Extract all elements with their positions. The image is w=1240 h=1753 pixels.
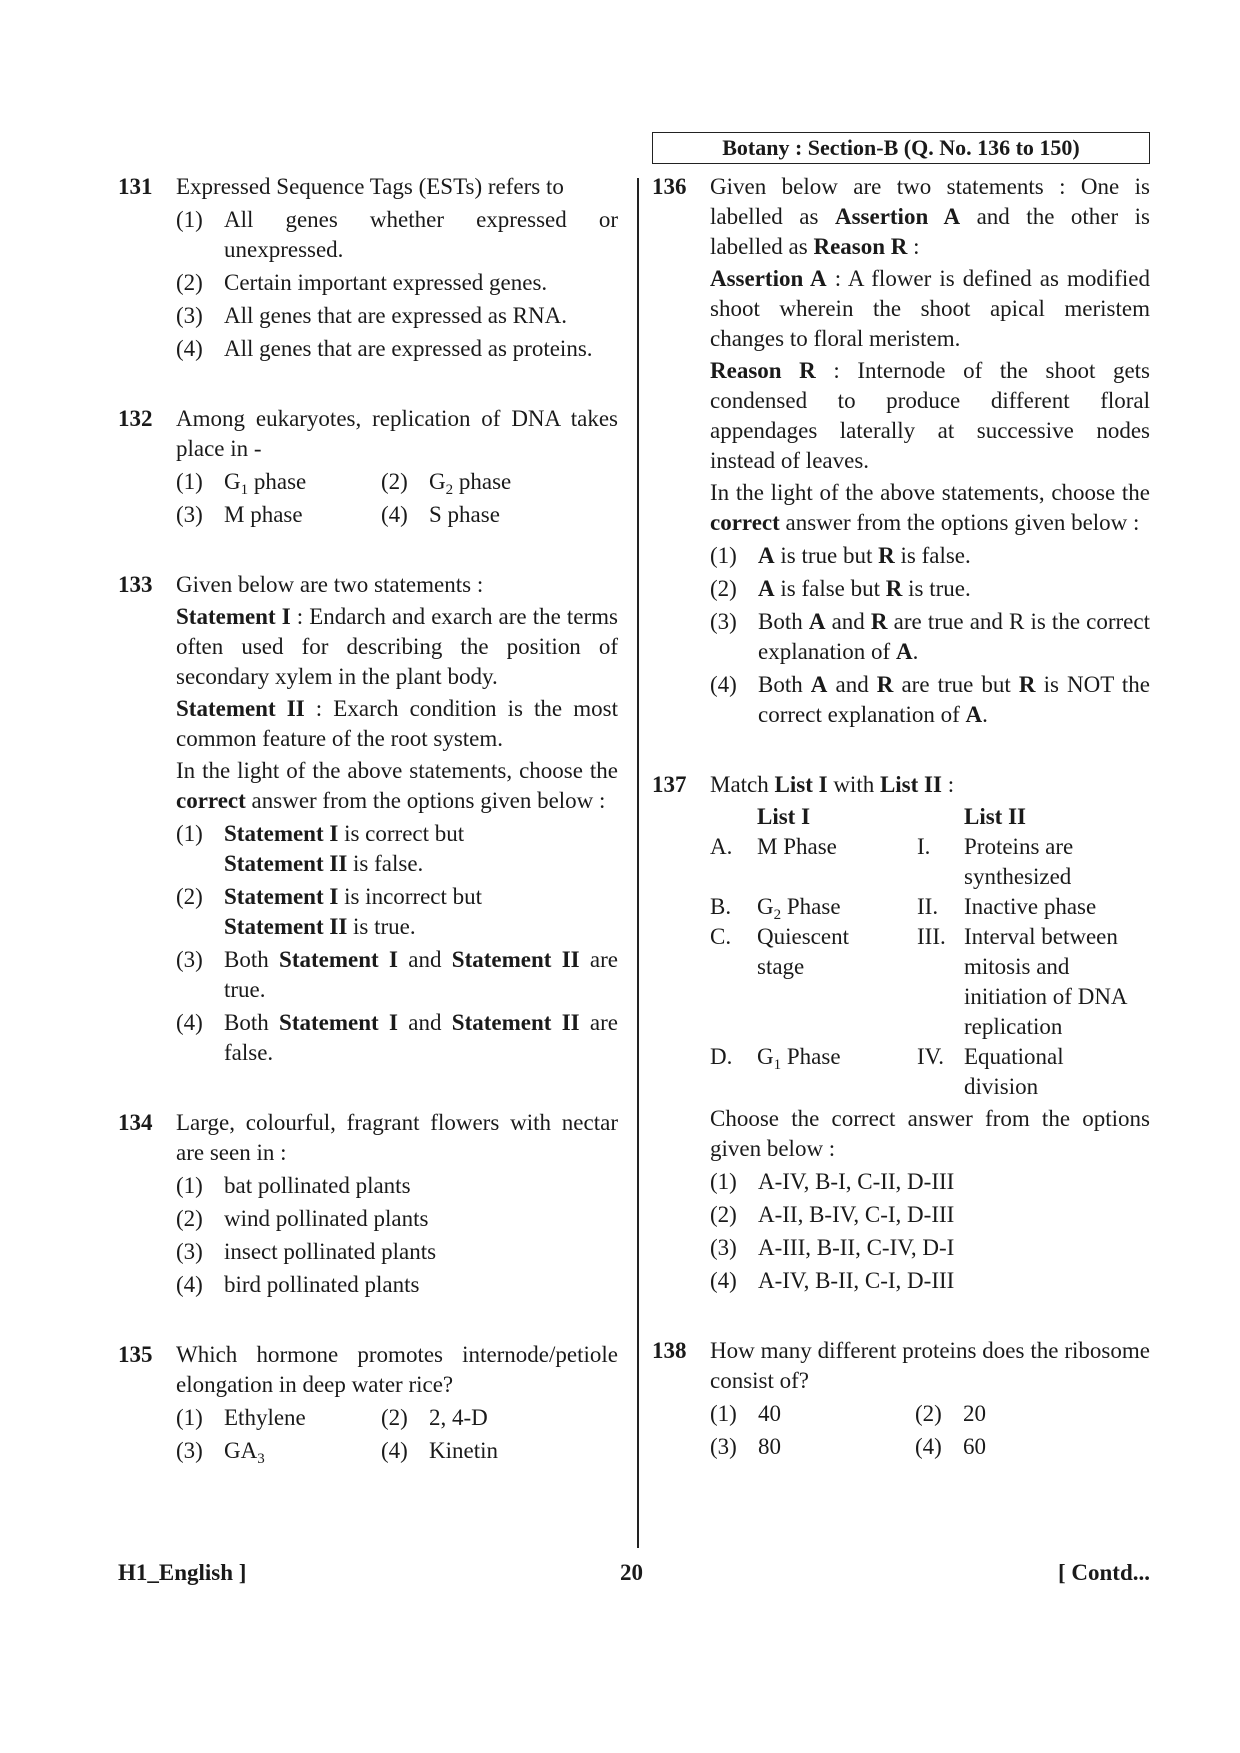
option-text: Both Statement I and Statement II are false. <box>224 1010 619 1065</box>
page-number: 20 <box>620 1560 643 1585</box>
option-number: (3) <box>710 1235 737 1260</box>
question-stem: Given below are two statements : One is labelled as Assertion A and the other is labelled as Reason R : <box>710 174 1150 259</box>
option-text: Both Statement I and Statement II are true. <box>224 947 619 1002</box>
row-letter: D. <box>710 1044 733 1069</box>
option-text: 80 <box>758 1434 781 1459</box>
list-2-heading: List II <box>964 804 1026 829</box>
option-number: (4) <box>176 336 203 361</box>
booklet-code: H1_English ] <box>118 1560 247 1585</box>
option-1 <box>710 541 1150 571</box>
option-number: (3) <box>710 609 737 634</box>
option-number: (2) <box>176 270 203 295</box>
question-stem: Among eukaryotes, replication of DNA takes place in - <box>176 406 618 461</box>
option-2 <box>915 1399 1150 1429</box>
question-stem: How many different proteins does the ribosome consist of? <box>710 1338 1150 1393</box>
option-number: (2) <box>176 1206 203 1231</box>
reason: Reason R : Internode of the shoot gets condensed to produce different floral appendages laterally at successive nodes instead of leaves. <box>710 358 1150 473</box>
option-number: (2) <box>915 1401 942 1426</box>
option-text: Statement I is incorrect but Statement II is true. <box>224 884 483 939</box>
option-4 <box>710 670 1150 730</box>
question-number: 137 <box>652 772 687 797</box>
option-number: (3) <box>176 303 203 328</box>
option-number: (4) <box>915 1434 942 1459</box>
option-text: A-II, B-IV, C-I, D-III <box>758 1202 955 1227</box>
question-131 <box>118 172 618 364</box>
option-3 <box>176 500 381 530</box>
option-3 <box>710 607 1150 667</box>
option-number: (1) <box>176 821 203 846</box>
option-1 <box>710 1399 915 1429</box>
list-2-item: Inactive phase <box>964 894 1097 919</box>
list-2-item: Equational division <box>964 1044 1064 1099</box>
option-number: (3) <box>176 502 203 527</box>
option-text: $GA_3$ <box>224 1438 265 1467</box>
question-number: 136 <box>652 174 687 199</box>
option-text: 60 <box>963 1434 986 1459</box>
question-133 <box>118 570 618 1068</box>
option-2 <box>710 574 1150 604</box>
option-1 <box>176 819 618 879</box>
option-number: (2) <box>710 1202 737 1227</box>
question-stem: Expressed Sequence Tags (ESTs) refers to <box>176 174 564 199</box>
list-1-item: M Phase <box>757 834 837 859</box>
option-number: (4) <box>381 502 408 527</box>
assertion: Assertion A : A flower is defined as modified shoot wherein the shoot apical meristem changes to floral meristem. <box>710 266 1150 351</box>
continued-marker: [ Contd... <box>1057 1560 1150 1585</box>
option-1 <box>176 205 618 265</box>
option-3 <box>176 1436 381 1466</box>
option-number: (1) <box>176 469 203 494</box>
option-text: 2, 4-D <box>429 1405 488 1430</box>
question-136 <box>652 172 1150 730</box>
option-text: wind pollinated plants <box>224 1206 429 1231</box>
question-stem: Given below are two statements : <box>176 572 484 597</box>
question-stem: Match List I with List II : <box>710 772 955 797</box>
option-number: (4) <box>176 1010 203 1035</box>
question-134 <box>118 1108 618 1300</box>
option-2 <box>381 467 618 497</box>
option-text: S phase <box>429 502 500 527</box>
statement-2: Statement II : Exarch condition is the most common feature of the root system. <box>176 696 618 751</box>
option-text: M phase <box>224 502 303 527</box>
row-numeral: IV. <box>917 1044 945 1069</box>
question-number: 131 <box>118 174 153 199</box>
options-grid <box>176 1400 618 1466</box>
option-text: All genes that are expressed as RNA. <box>224 303 567 328</box>
option-number: (4) <box>176 1272 203 1297</box>
question-stem: Which hormone promotes internode/petiole elongation in deep water rice? <box>176 1342 618 1397</box>
option-2 <box>176 882 618 942</box>
question-number: 135 <box>118 1342 153 1367</box>
option-4 <box>176 334 618 364</box>
option-4 <box>381 1436 618 1466</box>
option-text: A-IV, B-II, C-I, D-III <box>758 1268 955 1293</box>
row-numeral: I. <box>917 834 931 859</box>
option-3 <box>176 1237 618 1267</box>
option-text: A is false but R is true. <box>758 576 971 601</box>
option-number: (1) <box>710 1401 737 1426</box>
question-138 <box>652 1336 1150 1462</box>
option-text: 20 <box>963 1401 986 1426</box>
option-1 <box>710 1167 1150 1197</box>
section-header: Botany : Section-B (Q. No. 136 to 150) <box>652 132 1150 164</box>
option-number: (4) <box>381 1438 408 1463</box>
list-1-item: $G_2$ Phase <box>757 894 841 923</box>
option-text: Certain important expressed genes. <box>224 270 548 295</box>
option-4 <box>176 1008 618 1068</box>
right-column <box>652 172 1150 1502</box>
option-text: bird pollinated plants <box>224 1272 420 1297</box>
option-number: (2) <box>381 1405 408 1430</box>
option-4 <box>710 1266 1150 1296</box>
column-divider <box>637 178 639 1548</box>
question-137 <box>652 770 1150 1296</box>
question-132 <box>118 404 618 530</box>
option-number: (2) <box>381 469 408 494</box>
list-1-item: Quiescent stage <box>757 924 849 979</box>
match-table <box>710 802 1150 1102</box>
option-1 <box>176 1171 618 1201</box>
option-number: (1) <box>176 207 203 232</box>
option-number: (3) <box>710 1434 737 1459</box>
question-number: 134 <box>118 1110 153 1135</box>
page-footer <box>118 1558 1150 1590</box>
option-1 <box>176 1403 381 1433</box>
option-text: All genes that are expressed as proteins. <box>224 336 593 361</box>
option-number: (3) <box>176 947 203 972</box>
option-text: Both A and R are true but R is NOT the correct explanation of A. <box>758 672 1150 727</box>
left-column <box>118 172 618 1506</box>
option-text: Statement I is correct but Statement II is false. <box>224 821 465 876</box>
options-grid <box>710 1396 1150 1462</box>
option-text: $G_2$ phase <box>429 469 512 498</box>
option-number: (4) <box>710 1268 737 1293</box>
option-2 <box>710 1200 1150 1230</box>
instruction: In the light of the above statements, choose the correct answer from the options given below : <box>710 480 1150 535</box>
instruction: Choose the correct answer from the options given below : <box>710 1106 1150 1161</box>
row-letter: C. <box>710 924 732 949</box>
option-text: All genes whether expressed or unexpressed. <box>224 207 618 262</box>
option-number: (2) <box>176 884 203 909</box>
option-text: bat pollinated plants <box>224 1173 411 1198</box>
option-text: A-III, B-II, C-IV, D-I <box>758 1235 955 1260</box>
row-numeral: II. <box>917 894 939 919</box>
option-text: Kinetin <box>429 1438 498 1463</box>
option-number: (2) <box>710 576 737 601</box>
option-text: A-IV, B-I, C-II, D-III <box>758 1169 955 1194</box>
option-number: (4) <box>710 672 737 697</box>
option-1 <box>176 467 381 497</box>
option-number: (3) <box>176 1438 203 1463</box>
option-4 <box>381 500 618 530</box>
option-4 <box>915 1432 1150 1462</box>
option-number: (1) <box>176 1405 203 1430</box>
option-3 <box>710 1432 915 1462</box>
question-stem: Large, colourful, fragrant flowers with nectar are seen in : <box>176 1110 618 1165</box>
option-number: (1) <box>710 543 737 568</box>
option-text: 40 <box>758 1401 781 1426</box>
option-text: insect pollinated plants <box>224 1239 437 1264</box>
option-2 <box>176 268 618 298</box>
list-1-heading: List I <box>757 804 811 829</box>
option-number: (3) <box>176 1239 203 1264</box>
option-4 <box>176 1270 618 1300</box>
option-text: Both A and R are true and R is the correct explanation of A. <box>758 609 1150 664</box>
statement-1: Statement I : Endarch and exarch are the terms often used for describing the position of secondary xylem in the plant body. <box>176 604 618 689</box>
option-text: A is true but R is false. <box>758 543 971 568</box>
row-letter: A. <box>710 834 733 859</box>
option-3 <box>710 1233 1150 1263</box>
option-2 <box>381 1403 618 1433</box>
list-1-item: $G_1$ Phase <box>757 1044 841 1073</box>
question-number: 138 <box>652 1338 687 1363</box>
list-2-item: Proteins are synthesized <box>964 834 1074 889</box>
option-text: $G_1$ phase <box>224 469 307 498</box>
option-3 <box>176 301 618 331</box>
option-number: (1) <box>710 1169 737 1194</box>
list-2-item: Interval between mitosis and initiation of DNA replication <box>964 924 1127 1039</box>
option-3 <box>176 945 618 1005</box>
options-grid <box>176 464 618 530</box>
question-135 <box>118 1340 618 1466</box>
row-numeral: III. <box>917 924 946 949</box>
question-number: 132 <box>118 406 153 431</box>
row-letter: B. <box>710 894 732 919</box>
option-number: (1) <box>176 1173 203 1198</box>
instruction: In the light of the above statements, choose the correct answer from the options given below : <box>176 758 618 813</box>
question-number: 133 <box>118 572 153 597</box>
option-2 <box>176 1204 618 1234</box>
option-text: Ethylene <box>224 1405 306 1430</box>
